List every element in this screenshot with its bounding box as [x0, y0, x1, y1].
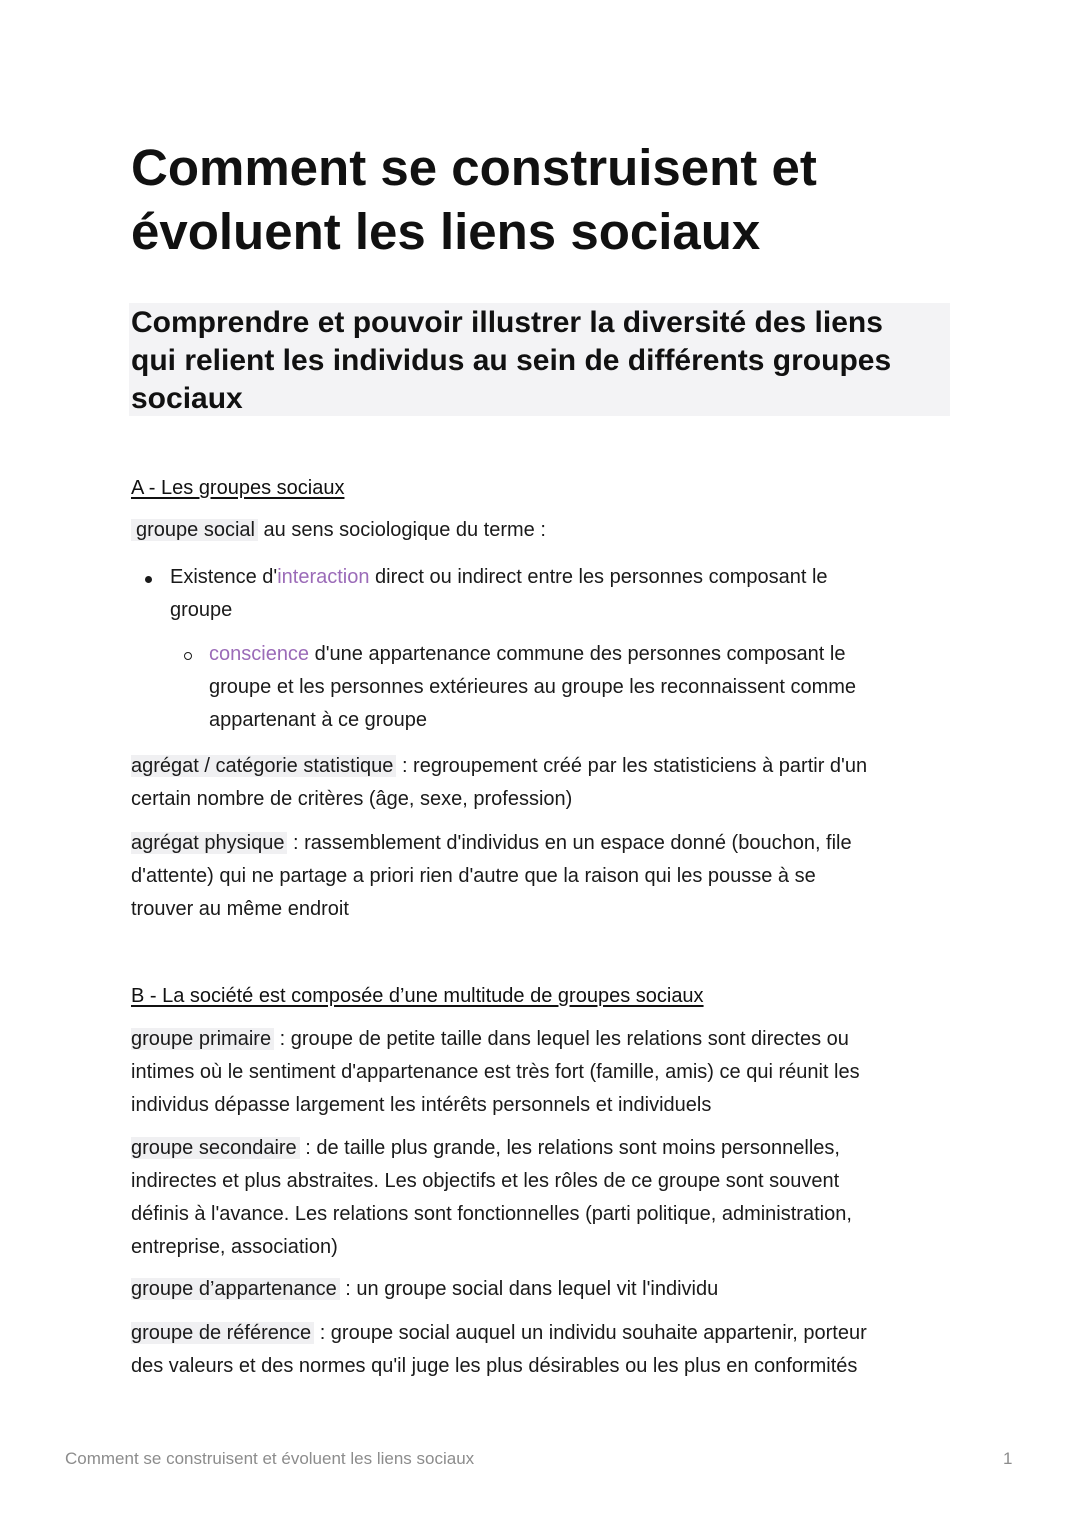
bullet-interaction: [170, 561, 930, 627]
bullet-interaction-line-1: [170, 561, 930, 594]
sub-bullet-line-1: [209, 638, 939, 671]
secondaire-line-1: [131, 1132, 941, 1165]
primaire-line-2: intimes où le sentiment d'appartenance est très fort (famille, amis) ce qui réunit les: [131, 1061, 860, 1083]
appartenance-rest: : un groupe social dans lequel vit l'individu: [339, 1278, 719, 1300]
term-agregat-statistique: agrégat / catégorie statistique: [131, 755, 396, 777]
section-a-heading: A - Les groupes sociaux: [131, 477, 345, 499]
definition-agregat-physique: [131, 827, 941, 926]
reference-line-1: [131, 1317, 941, 1350]
definition-groupe-appartenance: [131, 1273, 941, 1306]
intro-paragraph: [131, 514, 941, 547]
subtitle-line-2: qui relient les individus au sein de différents groupes: [131, 344, 892, 377]
appartenance-line-1: [131, 1273, 941, 1306]
agregat-stat-line-2: certain nombre de critères (âge, sexe, profession): [131, 788, 573, 810]
reference-line-2: des valeurs et des normes qu'il juge les plus désirables ou les plus en conformités: [131, 1355, 858, 1377]
sub-bullet-conscience: [209, 638, 939, 737]
primaire-line-3: individus dépasse largement les intérêts personnels et individuels: [131, 1094, 712, 1116]
secondaire-rest: : de taille plus grande, les relations sont moins personnelles,: [299, 1137, 840, 1159]
page-footer-title: Comment se construisent et évoluent les liens sociaux: [65, 1449, 475, 1468]
section-b-heading: B - La société est composée d’une multitude de groupes sociaux: [131, 985, 704, 1007]
term-groupe-secondaire: groupe secondaire: [131, 1137, 300, 1159]
subtitle-line-1: Comprendre et pouvoir illustrer la diversité des liens: [131, 306, 883, 339]
intro-rest: au sens sociologique du terme :: [257, 519, 546, 541]
term-agregat-physique: agrégat physique: [131, 832, 287, 854]
sub-bullet-circle-icon: [184, 652, 192, 660]
agregat-phys-line-2: d'attente) qui ne partage a priori rien d'autre que la raison qui les pousse à se: [131, 865, 816, 887]
term-groupe-social: groupe social: [131, 519, 258, 541]
page-title-line-1: Comment se construisent et: [131, 139, 817, 196]
primaire-rest: : groupe de petite taille dans lequel les relations sont directes ou: [274, 1028, 849, 1050]
definition-groupe-secondaire: [131, 1132, 941, 1264]
bullet-prefix: Existence d': [170, 566, 278, 588]
page-title-line-2: évoluent les liens sociaux: [131, 203, 761, 260]
agregat-stat-rest: : regroupement créé par les statisticiens à partir d'un: [396, 755, 868, 777]
accent-interaction: interaction: [277, 566, 370, 588]
agregat-stat-line-1: [131, 750, 941, 783]
accent-conscience: conscience: [209, 643, 310, 665]
primaire-line-1: [131, 1023, 941, 1056]
sub-bullet-rest: d'une appartenance commune des personnes composant le: [309, 643, 846, 665]
agregat-phys-rest: : rassemblement d'individus en un espace donné (bouchon, file: [287, 832, 852, 854]
term-groupe-reference: groupe de référence: [131, 1322, 314, 1344]
page-subtitle: [129, 303, 950, 416]
page-number: 1: [1003, 1449, 1013, 1468]
reference-rest: : groupe social auquel un individu souhaite appartenir, porteur: [314, 1322, 867, 1344]
page-title: [131, 136, 951, 264]
secondaire-line-3: définis à l'avance. Les relations sont fonctionnelles (parti politique, administration,: [131, 1203, 852, 1225]
definition-groupe-reference: [131, 1317, 941, 1383]
bullet-dot-icon: [145, 576, 152, 583]
subtitle-line-3: sociaux: [131, 382, 243, 415]
term-groupe-appartenance: groupe d’appartenance: [131, 1278, 340, 1300]
definition-groupe-primaire: [131, 1023, 941, 1122]
secondaire-line-4: entreprise, association): [131, 1236, 338, 1258]
bullet-interaction-line-2: groupe: [170, 599, 233, 621]
bullet-rest: direct ou indirect entre les personnes composant le: [369, 566, 828, 588]
agregat-phys-line-1: [131, 827, 941, 860]
secondaire-line-2: indirectes et plus abstraites. Les objectifs et les rôles de ce groupe sont souvent: [131, 1170, 840, 1192]
term-groupe-primaire: groupe primaire: [131, 1028, 274, 1050]
sub-bullet-line-2: groupe et les personnes extérieures au groupe les reconnaissent comme: [209, 676, 857, 698]
sub-bullet-line-3: appartenant à ce groupe: [209, 709, 427, 731]
agregat-phys-line-3: trouver au même endroit: [131, 898, 349, 920]
definition-agregat-statistique: [131, 750, 941, 816]
